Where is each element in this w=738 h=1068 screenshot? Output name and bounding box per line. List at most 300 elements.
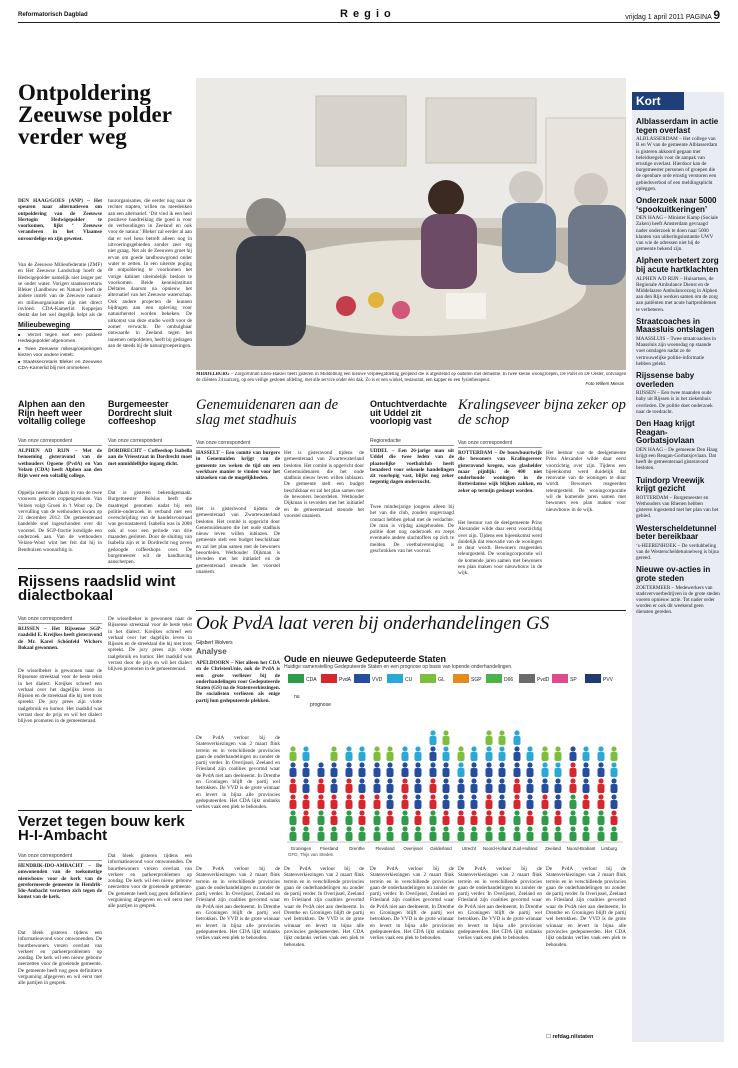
seat-body [598, 800, 605, 809]
kort-item-body: ROTTERDAM – Burgemeester en Wethouders van Rhenen hebben gisteren ingestemd met het plan van het gebied. [636, 494, 719, 520]
seat-head [583, 762, 588, 767]
seat-head [443, 794, 448, 799]
seat-head [374, 778, 379, 783]
seat-head [331, 826, 336, 831]
photo-caption-location: MIDDELBURG [196, 372, 230, 377]
seat-body [318, 784, 325, 793]
seat-head [598, 778, 603, 783]
seat-body [570, 816, 577, 825]
seat-head [499, 810, 504, 815]
seat-body [303, 800, 310, 809]
seat-body [346, 768, 353, 777]
seat-head [542, 826, 547, 831]
seat-body [374, 800, 381, 809]
seat-head [443, 778, 448, 783]
seat-body [290, 752, 297, 761]
seat-head [374, 746, 379, 751]
alphen-body: Oppelja neemt de plaats in van de twee vrouwen gekozen coppengesloten. Van Velzen volgt Groen in 't Wout op. De vervulling van de wethouders kwam op 21 december 2012. De gemeenteraad handelde snel ingeschonden over dit voorstel. De SGP-fractie kondigde een onderzoek aan. Van de wethouders Velzen-Wout wint het feit dat hij in Benthuizen woonachtig is. [18, 490, 102, 553]
seat-head [499, 746, 504, 751]
seat-body [331, 768, 338, 777]
seat-head [331, 778, 336, 783]
kralingse-byline: Van onze correspondent [458, 440, 542, 448]
seat-head [430, 810, 435, 815]
category-label: Zeeland [545, 846, 561, 851]
seat-body [499, 800, 506, 809]
chart-source: GFD, Thijs van Steden [288, 852, 334, 857]
seat-body [415, 752, 422, 761]
seat-body [542, 800, 549, 809]
kralingse-body: Het bestuur van de deelgemeente Prins Alexander wilde daar eerst voorzichtig over zijn. Tijdens een bijeenkomst werd duidelijk dat renovatie van de woningen te duur wordt. Bewoners reageerden teleurgesteld. De woningcorporatie wil de komende jaren samen met bewoners een plan maken voor nieuwbouw in de wijk. [458, 520, 542, 577]
seat-body [486, 784, 493, 793]
seat-body [318, 768, 325, 777]
seat-head [570, 810, 575, 815]
seat-head [290, 794, 295, 799]
pvda-body-4: De PvdA verloor bij de Statenverkiezingen van 2 maart flink terrein en in verschillende provincies gaan de onderhandelingen nu zonder de partij verder. In Overijssel, Zeeland en Friesland zijn coalities gevormd waar de PvdA niet aan deelneemt. In Drenthe en Groningen blijft de partij wel betrokken. De VVD is de grote winnaar en levert in bijna alle provincies gedeputeerden. Het CDA lijkt ondanks verlies vaak een plek te behouden. [370, 866, 454, 942]
seat-head [555, 778, 560, 783]
alphen-headline: Alphen aan den Rijn heeft weer voltallig college [18, 399, 86, 427]
seat-head [527, 778, 532, 783]
seat-body [555, 784, 562, 793]
seat-head [499, 794, 504, 799]
seat-head [542, 746, 547, 751]
seat-head [583, 810, 588, 815]
pvda-body-6: De PvdA verloor bij de Statenverkiezingen van 2 maart flink terrein en in verschillende provincies gaan de onderhandelingen nu zonder de partij verder. In Overijssel, Zeeland en Friesland zijn coalities gevormd waar de PvdA niet aan deelneemt. In Drenthe en Groningen blijft de partij wel betrokken. De VVD is de grote winnaar en levert in bijna alle provincies gedeputeerden. Het CDA lijkt ondanks verlies vaak een plek te behouden. [546, 866, 626, 948]
rijssens-lead: RIJSSEN – Het Rijssense SGP-raadslid E. Kreijkes heeft gisteravond de Mr. Karel Schönfeld Wichers Bokaal gewonnen. [18, 626, 102, 651]
seat-body [415, 768, 422, 777]
kort-item-body: ZOETERMEER – Medewerkers van stadsvervoerbedrijven in de grote steden voeren opnieuw actie. Tot nader order worden er ook dit weekend geen diensten gereden. [636, 584, 720, 616]
genemuiden-byline: Van onze correspondent [196, 440, 280, 448]
seat-head [290, 762, 295, 767]
seat-head [402, 762, 407, 767]
seat-body [527, 832, 534, 841]
seat-head [303, 794, 308, 799]
seat-head [331, 762, 336, 767]
seat-head [583, 746, 588, 751]
kort-item [636, 318, 720, 367]
seat-head [374, 762, 379, 767]
date-text: vrijdag 1 april 2011 [625, 14, 684, 21]
seat-body [346, 816, 353, 825]
pvda-rule [196, 610, 626, 611]
seat-head [359, 778, 364, 783]
seat-body [527, 784, 534, 793]
ontucht-byline: Regioredactie [370, 438, 454, 446]
seat-body [331, 816, 338, 825]
seat-body [499, 752, 506, 761]
seat-head [514, 762, 519, 767]
seat-body [611, 832, 618, 841]
seat-body [303, 784, 310, 793]
seat-body [527, 816, 534, 825]
main-lead: DEN HAAG/GOES (ANP) – Het speuren naar alternatieven om ontpoldering van de Zeeuwse Hertogin Hedwigepolder te voorkomen, lijkt ‘ Zeeuwse veranderen in het Vlaamse onvoordelige en zijn gewenst. [18, 198, 102, 242]
seat-head [471, 762, 476, 767]
seat-body [430, 832, 437, 841]
ontucht-body: Twee minderjarige jongens alleen bij het van die club, zouden ongevraagd contact hebben gehad met de verdachte. De man is vrijdag aangehouden. De politie doet nog onderzoek en roept eventuele andere slachtoffers op zich te melden. De voetbalvereniging is geschrokken van het voorval. [370, 504, 454, 555]
rijssens-rule [18, 568, 192, 569]
category-label: Drenthe [349, 846, 365, 851]
seat-body [331, 784, 338, 793]
seat-body [359, 832, 366, 841]
verzet-body: Dat bleek gisteren tijdens een informatieavond voor omwonenden. De buurtbewoners vrezen overlast van verkeer en parkeerproblemen op zondag. De kerk wil een nieuw gebouw neerzetten voor de groeiende gemeente. De gemeente heeft nog geen definitieve vergunning afgegeven en wil eerst met alle partijen in gesprek. [18, 930, 102, 987]
seat-body [471, 832, 478, 841]
seat-head [542, 794, 547, 799]
seat-head [374, 826, 379, 831]
seat-head [598, 762, 603, 767]
footer-link-text[interactable]: refdag.nl/staten [552, 1034, 594, 1040]
seat-body [458, 832, 465, 841]
kort-item-title: Onderzoek naar 5000 ‘spookuitkeringen’ [636, 196, 717, 214]
ontucht-lead: UDDEL – Een 26-jarige man uit Uddel die twee leden van de plaatselijke voetbalclub heeft benaderd voor seksuele handelingen zit voorlopig vast, blijkt nog zeker negentig dagen onderzocht. [370, 448, 454, 486]
category-label: Noord-Brabant [566, 846, 596, 851]
seat-head [542, 762, 547, 767]
seat-head [387, 778, 392, 783]
chart-svg [284, 672, 626, 860]
seat-head [318, 826, 323, 831]
seat-head [514, 730, 519, 735]
page-label: PAGINA [685, 14, 712, 21]
kort-item-title: Alphen verbetert zorg bij acute hartklachten [636, 256, 719, 275]
legend-swatch [420, 674, 436, 683]
seat-body [290, 800, 297, 809]
category-label: Zuid-Holland [512, 846, 538, 851]
legend-swatch [321, 674, 337, 683]
seat-body [415, 800, 422, 809]
kralingse-lead: ROTTERDAM – De bouwbuurtwijk die bewoners van Kralingseveer gisteravond kregen, was glashelder maar pijnlijk: de 400 niet onderhoude woningen in de Rotterdamse wijk blijken zakken, en zeker op termijn gesloopt worden. [458, 450, 542, 494]
seat-head [527, 810, 532, 815]
seat-head [598, 746, 603, 751]
seat-body [331, 800, 338, 809]
seat-head [303, 746, 308, 751]
seat-body [471, 800, 478, 809]
seat-body [346, 784, 353, 793]
seat-body [611, 752, 618, 761]
seat-head [514, 746, 519, 751]
seat-body [542, 752, 549, 761]
fact-box-item: ■ Verzet tegen niet een poldere Hedwigepolder afgenomen. [18, 332, 102, 346]
seat-body [527, 800, 534, 809]
seat-head [499, 762, 504, 767]
seat-body [611, 784, 618, 793]
seat-head [415, 794, 420, 799]
seat-body [583, 832, 590, 841]
seat-body [430, 800, 437, 809]
seat-body [486, 768, 493, 777]
seat-head [443, 762, 448, 767]
seat-head [486, 730, 491, 735]
seat-head [570, 778, 575, 783]
legend-label: PvdD [537, 677, 550, 683]
seat-body [415, 832, 422, 841]
seat-body [430, 816, 437, 825]
seat-head [555, 794, 560, 799]
fact-box-title: Milieubeweging [18, 322, 102, 330]
legend-swatch [552, 674, 568, 683]
seat-body [471, 784, 478, 793]
seat-head [402, 826, 407, 831]
legend-label: VVD [372, 677, 383, 683]
kort-title [632, 92, 684, 110]
footer-link[interactable] [546, 1034, 593, 1040]
seat-body [402, 816, 409, 825]
seat-body [555, 752, 562, 761]
seat-head [402, 810, 407, 815]
seat-body [458, 768, 465, 777]
seat-head [303, 826, 308, 831]
seat-body [570, 752, 577, 761]
kort-item-title: Tuindorp Vreewijk krijgt gezicht [636, 475, 705, 494]
seat-head [499, 778, 504, 783]
seat-body [303, 816, 310, 825]
alphen-byline: Van onze correspondent [18, 438, 102, 446]
category-label: Friesland [319, 846, 339, 851]
seat-body [359, 784, 366, 793]
seat-body [430, 736, 437, 745]
kort-item-body: MAASSLUIS – Twee straatcoaches in Maassluis zijn woensdag op staande voet ontslagen nadat ze de vertrouwelijke politie-informatie hebben gelekt. [636, 336, 716, 367]
legend-swatch [354, 674, 370, 683]
seat-head [290, 778, 295, 783]
seat-body [570, 784, 577, 793]
verzet-headline: Verzet tegen bouw kerk H-I-Ambacht [18, 813, 185, 845]
section-title: R e g i o [340, 8, 392, 20]
seat-body [527, 768, 534, 777]
seat-head [486, 810, 491, 815]
genemuiden-body-2: Het is gisteravond tijdens de gemeenteraad van Zwartewaterland besloten. Het comité is opgericht door Genemuidenaren die het oude stadhuis nieuw leven willen inblazen. De gemeente stelt een budget beschikbaar en zal het plan samen met de bewoners beoordelen. Wethouder Dijkman is tevreden met het initiatief en de gemeenteraad steunde het voorstel unaniem. [284, 450, 364, 519]
main-body-1: Van de Zeeuwse Milieufederatie (ZMF) en Het Zeeuwse Landschap hoeft de Hedwigepolder namelijk niet langer per se onder water. Vorigen staatssecretaris Bleker (Landbouw en Natuur) heeft de andere instelt van de Zeeuwse natuur- en milieuorganisaties zijn niet direct invloed. CDA-Kamerlid Koppejan denkt dat het wel degelijk helpt als de [18, 262, 102, 319]
ontucht-headline: Ontuchtverdachte uit Uddel zit voorlopig vast [370, 399, 448, 427]
seat-head [499, 730, 504, 735]
seat-head [570, 794, 575, 799]
seat-body [486, 832, 493, 841]
photo-credit: Foto Willem Mieras [585, 381, 624, 386]
seat-body [359, 768, 366, 777]
seat-head [359, 746, 364, 751]
legend-swatch [453, 674, 469, 683]
seat-head [458, 778, 463, 783]
seat-body [555, 768, 562, 777]
kort-item [636, 525, 720, 562]
pvda-body-5: De PvdA verloor bij de Statenverkiezingen van 2 maart flink terrein en in verschillende provincies gaan de onderhandelingen nu zonder de partij verder. In Overijssel, Zeeland en Friesland zijn coalities gevormd waar de PvdA niet aan deelneemt. In Drenthe en Groningen blijft de partij wel betrokken. De VVD is de grote winnaar en levert in bijna alle provincies gedeputeerden. Het CDA lijkt ondanks verlies vaak een plek te behouden. [458, 866, 542, 942]
seat-body [611, 768, 618, 777]
seat-body [443, 784, 450, 793]
seat-body [471, 752, 478, 761]
seat-head [555, 826, 560, 831]
kort-item [636, 477, 720, 520]
seat-body [443, 832, 450, 841]
seat-head [346, 810, 351, 815]
seat-body [415, 784, 422, 793]
news-photo [196, 78, 626, 370]
seat-head [318, 762, 323, 767]
pvda-body: De PvdA verloor bij de Statenverkiezingen van 2 maart flink terrein en in verschillende provincies gaan de onderhandelingen nu zonder de partij verder. In Overijssel, Zeeland en Friesland zijn coalities gevormd waar de PvdA niet aan deelneemt. In Drenthe en Groningen blijft de partij wel betrokken. De VVD is de grote winnaar en levert in bijna alle provincies gedeputeerden. Het CDA lijkt ondanks verlies vaak een plek te behouden. [196, 735, 280, 811]
kort-item-body: ALBLASSERDAM – Het college van B en W van de gemeente Alblasserdam is gisteren akkoord gegaan met beleidsregels voor de aanpak van ernstige overlast. Hierdoor kan de burgemeester personen of groepen die de openbare orde ernstig verstoren een gebiedsverbod of een meldingsplicht opleggen. [636, 136, 718, 192]
seat-body [402, 800, 409, 809]
seat-head [303, 778, 308, 783]
seat-body [387, 752, 394, 761]
annotation-nu: nu [294, 694, 300, 700]
legend-label: GL [438, 677, 445, 683]
genemuiden-lead: HASSELT – Een comité van burgers in Genemuiden krijgt van de gemeente zes weken de tijd om een werkbare manier te vinden voor het uitzoeken van de mogelijkheden. [196, 450, 280, 482]
seat-head [430, 778, 435, 783]
seat-body [387, 784, 394, 793]
seat-body [458, 752, 465, 761]
seat-head [555, 810, 560, 815]
seat-head [458, 810, 463, 815]
seat-body [290, 768, 297, 777]
seat-body [598, 784, 605, 793]
seat-head [415, 826, 420, 831]
seat-head [387, 746, 392, 751]
seat-head [514, 794, 519, 799]
legend-swatch [519, 674, 535, 683]
seat-head [471, 778, 476, 783]
seat-head [458, 826, 463, 831]
kort-list [632, 110, 724, 616]
page-number: 9 [713, 8, 720, 22]
rijssens-body: De wisselbeker is gewonnen naar de Rijssense streektaal voor de beste tekst in het dialect. Kreijkes schreef een verhaal over het dagelijks leven in Rijssen en de streektaal die hij met trots spreekt. De jury prees zijn vlotte taalgebruik en humor. Het raadslid was verrast door de prijs en wil het dialect blijven promoten in de gemeenteraad. [18, 668, 102, 725]
seat-head [318, 810, 323, 815]
kort-item-body: RIJSSEN – Een twee maanden oude baby uit Rijssen is in het ziekenhuis overleden. De politie doet onderzoek naar de toedracht. [636, 390, 713, 415]
main-headline: Ontpoldering Zeeuwse polder verder weg [18, 80, 172, 149]
category-label: Utrecht [461, 846, 477, 851]
seat-head [598, 826, 603, 831]
seat-head [542, 810, 547, 815]
seat-body [514, 832, 521, 841]
seat-head [430, 730, 435, 735]
seat-head [514, 778, 519, 783]
seat-body [346, 800, 353, 809]
seat-head [611, 778, 616, 783]
legend-label: SP [570, 677, 577, 683]
seat-head [346, 794, 351, 799]
seat-head [387, 794, 392, 799]
seat-body [514, 768, 521, 777]
seat-head [458, 794, 463, 799]
seat-head [611, 762, 616, 767]
seat-body [486, 736, 493, 745]
seat-head [415, 810, 420, 815]
category-label: Groningen [290, 846, 312, 851]
legend-swatch [288, 674, 304, 683]
seat-head [570, 746, 575, 751]
seat-body [514, 736, 521, 745]
seat-head [486, 762, 491, 767]
photo-caption [196, 372, 626, 386]
seat-head [359, 762, 364, 767]
seat-body [499, 768, 506, 777]
seat-head [486, 746, 491, 751]
legend-label: CU [405, 677, 413, 683]
kort-item [636, 372, 720, 415]
seat-head [555, 746, 560, 751]
header-rule [18, 22, 720, 23]
pvda-headline: Ook PvdA laat veren bij onderhandelingen GS [196, 613, 550, 634]
kort-item-body: DEN HAAG – Minister Kamp (Sociale Zaken) heeft Amsterdam gevraagd nader onderzoek te doen naar 5000 klanten van uitkeringsinstantie UWV van wie de adressen niet bij de gemeente bekend zijn. [636, 215, 718, 253]
seat-body [570, 832, 577, 841]
seat-body [290, 784, 297, 793]
category-label: Limburg [601, 846, 617, 851]
seat-head [514, 826, 519, 831]
kort-item-body: ALPHEN A/D RIJN – Huisartsen, de Regionale Ambulance Dienst en de Middelaarse Ambulancezorg in Alphen aan den Rijn werken samen om de zorg aan patiënten met acute hartproblemen te verbeteren. [636, 275, 718, 313]
legend-label: PVV [603, 677, 614, 683]
kralingse-body-2: Het bestuur van de deelgemeente Prins Alexander wilde daar eerst voorzichtig over zijn. Tijdens een bijeenkomst werd duidelijk dat renovatie van de woningen te duur wordt. Bewoners reageerden teleurgesteld. De woningcorporatie wil de komende jaren samen met bewoners een plan maken voor nieuwbouw in de wijk. [546, 450, 626, 513]
seat-head [387, 810, 392, 815]
seat-body [458, 784, 465, 793]
seat-head [471, 746, 476, 751]
seat-body [486, 752, 493, 761]
seat-body [374, 816, 381, 825]
seat-body [499, 736, 506, 745]
seat-body [374, 752, 381, 761]
seat-body [611, 800, 618, 809]
photo-caption-text: – Zorgcentrum Eben-Haëzer heeft gisteren in Middelburg een nieuwe verpleegafdeling geopend die is afgestemd op ouderen met dementie. In twee kleine woongroepen, De Parel en De Oester, ontvangen de cliënten 24 uurzorg, op een veilige gesloten afdeling, met alle service onder één dak. Zo is er een winkel, restaurant, een kapper en een fysiotherapeut. [196, 372, 626, 383]
seat-body [598, 752, 605, 761]
seat-body [430, 752, 437, 761]
pvda-body-3: De PvdA verloor bij de Statenverkiezingen van 2 maart flink terrein en in verschillende provincies gaan de onderhandelingen nu zonder de partij verder. In Overijssel, Zeeland en Friesland zijn coalities gevormd waar de PvdA niet aan deelneemt. In Drenthe en Groningen blijft de partij wel betrokken. De VVD is de grote winnaar en levert in bijna alle provincies gedeputeerden. Het CDA lijkt ondanks verlies vaak een plek te behouden. [284, 866, 364, 948]
seat-body [318, 800, 325, 809]
kort-item [636, 257, 720, 312]
genemuiden-body: Het is gisteravond tijdens de gemeenteraad van Zwartewaterland besloten. Het comité is opgericht door Genemuidenaren die het oude stadhuis nieuw leven willen inblazen. De gemeente stelt een budget beschikbaar en zal het plan samen met de bewoners beoordelen. Wethouder Dijkman is tevreden met het initiatief en de gemeenteraad steunde het voorstel unaniem. [196, 506, 280, 575]
genemuiden-headline: Genemuidenaren aan de slag met stadhuis [196, 397, 339, 428]
seat-head [443, 826, 448, 831]
seat-body [542, 768, 549, 777]
seat-head [346, 746, 351, 751]
seat-body [583, 768, 590, 777]
verzet-lead: HENDRIK-IDO-AMBACHT – De omwonenden van de toekomstige nieuwbouw voor de kerk van de gereformeerde gemeente in Hendrik-Ido-Ambacht verzetten zich tegen de komst van de kerk. [18, 863, 102, 901]
seat-body [387, 768, 394, 777]
seat-head [486, 826, 491, 831]
seat-head [458, 762, 463, 767]
seat-body [555, 816, 562, 825]
seat-body [415, 816, 422, 825]
seat-head [318, 778, 323, 783]
seat-body [542, 816, 549, 825]
seat-head [570, 762, 575, 767]
seat-body [598, 832, 605, 841]
seat-body [346, 832, 353, 841]
seat-body [443, 752, 450, 761]
seat-body [458, 800, 465, 809]
seat-head [430, 762, 435, 767]
seat-head [290, 826, 295, 831]
seat-head [374, 810, 379, 815]
seat-body [542, 784, 549, 793]
seat-head [359, 794, 364, 799]
kort-item [636, 566, 720, 615]
seat-body [346, 752, 353, 761]
seat-head [331, 746, 336, 751]
seat-head [430, 794, 435, 799]
seat-body [499, 784, 506, 793]
seat-head [402, 746, 407, 751]
seat-body [499, 832, 506, 841]
main-body-2: tuurorganisaties, die eerder nog naar de rechter stapten, willen nu meedenken aan een alternatief. ‘Dit vind ik een heel positieve handreiking die goed is voor de verhoudingen in Zeeland en ook voor de natuur.’ Bleker zal eerder al aan dat er wel heus betreft alleen nog in uitvoeringsgebieden zonder zeer erg niet graag. Net als de Zeeuwen groet hij ervan om goede landbouwgrond onder water te zetten. In een uiterste poging de ontpoldering te voorkomen het vorige kabinet uiteindelijk besloot te voorkomen. Beide kennisinstituut Deltares daarom na opnieuw het alternatief van het Zeeuwse waterschap. Ook andere projecten de kunnen bijdragen aan een opleving voor natuurherstel worden bekeken. De uitkomst van deze studie wordt voor de zomer verwacht. De ombuigbaar ontwaarde in Zeeland tegen het innemen ontpolderen, heeft bij gedragen aan de steeds bij de natuurgroeperingen. [108, 198, 192, 349]
seat-head [387, 762, 392, 767]
kort-item-title: Alblasserdam in actie tegen overlast [636, 117, 719, 135]
seat-head [303, 762, 308, 767]
seat-head [443, 810, 448, 815]
seat-body [583, 752, 590, 761]
seat-body [499, 816, 506, 825]
seat-head [486, 794, 491, 799]
seat-body [331, 752, 338, 761]
kort-item [636, 420, 720, 472]
seat-body [402, 784, 409, 793]
seat-head [415, 762, 420, 767]
rijssens-body-2: De wisselbeker is gewonnen naar de Rijssense streektaal voor de beste tekst in het dialect. Kreijkes schreef een verhaal over het dagelijks leven in Rijssen en de streektaal die hij met trots spreekt. De jury prees zijn vlotte taalgebruik en humor. Het raadslid was verrast door de prijs en wil het dialect blijven promoten in de gemeenteraad. [108, 616, 192, 673]
masthead-left: Reformatorisch Dagblad [18, 12, 88, 18]
seat-head [430, 826, 435, 831]
seat-body [430, 784, 437, 793]
